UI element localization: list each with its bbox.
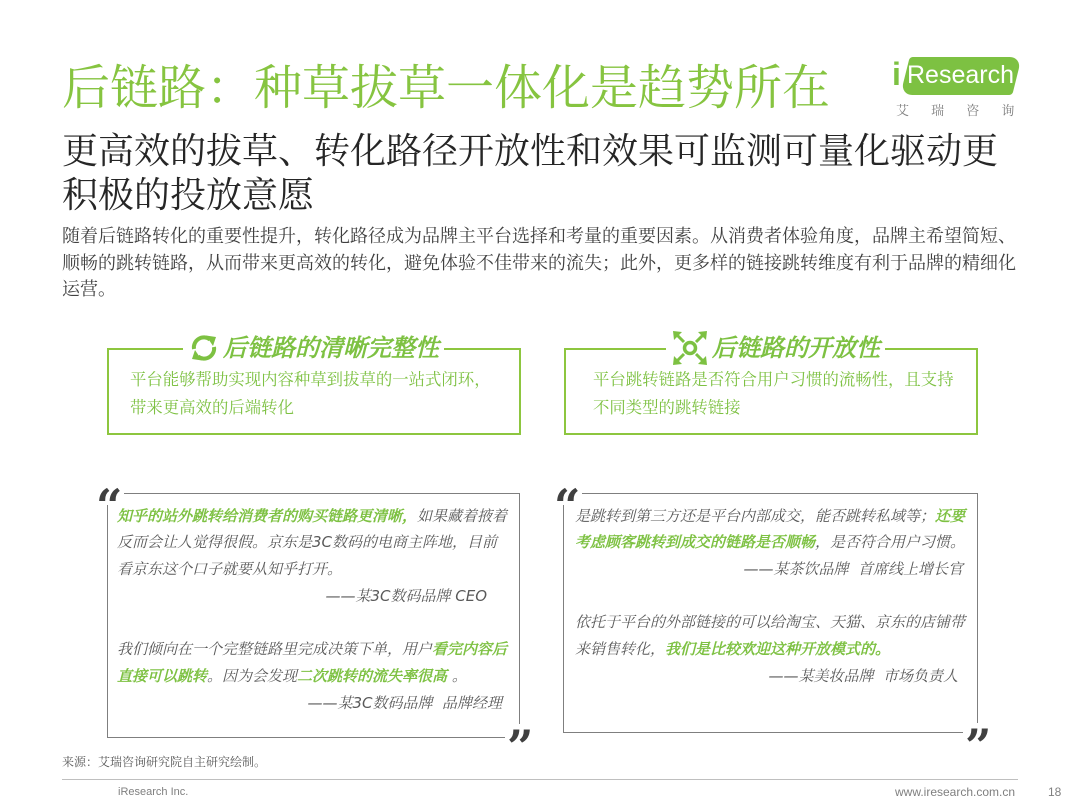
- subtitle-line: 更高效的拔草、转化路径开放性和效果可监测可量化驱动更: [62, 131, 999, 172]
- intro-line: 运营。: [62, 279, 116, 300]
- feature-description: [593, 366, 954, 422]
- quote-segment: ，是否符合用户习惯。: [815, 533, 966, 552]
- footer-copyright: iResearch Inc.: [118, 786, 189, 798]
- quote-highlight: 看完内容后: [432, 640, 508, 659]
- quote-line: [117, 529, 507, 556]
- close-quote-mark: ”: [965, 719, 992, 773]
- quote-highlight: 知乎的站外跳转给消费者的购买链路更清晰，: [117, 506, 418, 525]
- quote-segment: 如果藏着掖着: [417, 506, 508, 525]
- source-note: 来源：艾瑞咨询研究院自主研究绘制。: [62, 755, 267, 769]
- quote-paragraph: [117, 636, 507, 716]
- quote-segment: 看京东这个口子就要从知乎打开。: [117, 560, 343, 578]
- quote-segment: 来销售转化，: [575, 640, 666, 659]
- logo-letter-i: i: [892, 56, 901, 92]
- quote-line: [575, 503, 967, 530]
- feature-description-line: 不同类型的跳转链接: [593, 398, 741, 417]
- open-quote-mark: “: [554, 479, 581, 533]
- quote-highlight: 还要: [935, 506, 966, 525]
- quote-attribution: ——某茶饮品牌 首席线上增长官: [743, 560, 963, 578]
- quote-content-right: [575, 503, 967, 690]
- footer-website: www.iresearch.com.cn: [895, 785, 1016, 799]
- feature-title: 后链路的开放性: [712, 334, 880, 362]
- quote-segment: 。: [447, 666, 467, 685]
- intro-line: 顺畅的跳转链路，从而带来更高效的转化，避免体验不佳带来的流失；此外，更多样的链接跳转维度有利于品牌的精细化: [62, 252, 1016, 274]
- quote-line: [575, 609, 967, 636]
- quote-segment: 是跳转到第三方还是平台内部成交，能否跳转私域等；: [575, 506, 936, 525]
- footer-divider: [62, 779, 1018, 780]
- quote-line: [117, 503, 507, 530]
- subtitle-line: 积极的投放意愿: [62, 175, 315, 216]
- quote-highlight: 我们是比较欢迎这种开放模式的。: [665, 640, 891, 659]
- refresh-icon: [188, 333, 220, 363]
- intro-line: 随着后链路转化的重要性提升，转化路径成为品牌主平台选择和考量的重要因素。从消费者体验角度，品牌主希望简短、: [62, 226, 1016, 247]
- quote-line: [575, 529, 967, 556]
- page-subtitle: [62, 130, 998, 218]
- quote-line: [575, 636, 967, 663]
- feature-description: [130, 366, 491, 422]
- feature-description-line: 平台跳转链路是否符合用户习惯的流畅性，且支持: [593, 370, 954, 389]
- quote-line: [117, 663, 507, 690]
- quote-segment: 。因为会发现: [207, 666, 298, 685]
- quote-paragraph: [575, 609, 967, 689]
- open-quote-mark: “: [96, 479, 123, 533]
- quote-content-left: [117, 503, 507, 717]
- logo-wordmark: Research: [907, 61, 1014, 89]
- quote-segment: 反而会让人觉得很假。京东是3C数码的电商主阵地，目前: [117, 533, 498, 552]
- page-number: 18: [1048, 785, 1062, 799]
- quote-highlight: 二次跳转的流失率很高: [297, 666, 448, 685]
- quote-highlight: 考虑顾客跳转到成交的链路是否顺畅: [575, 533, 816, 552]
- quote-attribution: ——某3C数码品牌 CEO: [325, 586, 487, 605]
- quote-attribution: ——某3C数码品牌 品牌经理: [307, 693, 502, 712]
- iresearch-logo: [888, 52, 1034, 124]
- quote-segment: 我们倾向在一个完整链路里完成决策下单，用户: [117, 640, 433, 659]
- page-title: 后链路：种草拔草一体化是趋势所在: [62, 60, 831, 116]
- feature-description-line: 带来更高效的后端转化: [130, 398, 294, 417]
- quote-line: [117, 556, 507, 583]
- quote-highlight: 直接可以跳转: [117, 666, 208, 685]
- quote-attribution: ——某美妆品牌 市场负责人: [768, 666, 958, 685]
- feature-description-line: 平台能够帮助实现内容种草到拔草的一站式闭环，: [130, 370, 491, 389]
- quote-segment: 依托于平台的外部链接的可以给淘宝、天猫、京东的店铺带: [575, 613, 966, 632]
- intro-paragraph: [62, 224, 1016, 304]
- feature-title: 后链路的清晰完整性: [223, 334, 439, 362]
- quote-line: [117, 636, 507, 663]
- quote-paragraph: [117, 503, 507, 610]
- feature-header-clarity: [183, 330, 444, 366]
- expand-arrows-icon: [671, 330, 709, 366]
- logo-chinese-name: 艾 瑞 咨 询: [896, 104, 1024, 119]
- close-quote-mark: ”: [507, 720, 534, 774]
- quote-paragraph: [575, 503, 967, 583]
- feature-header-openness: [666, 330, 885, 366]
